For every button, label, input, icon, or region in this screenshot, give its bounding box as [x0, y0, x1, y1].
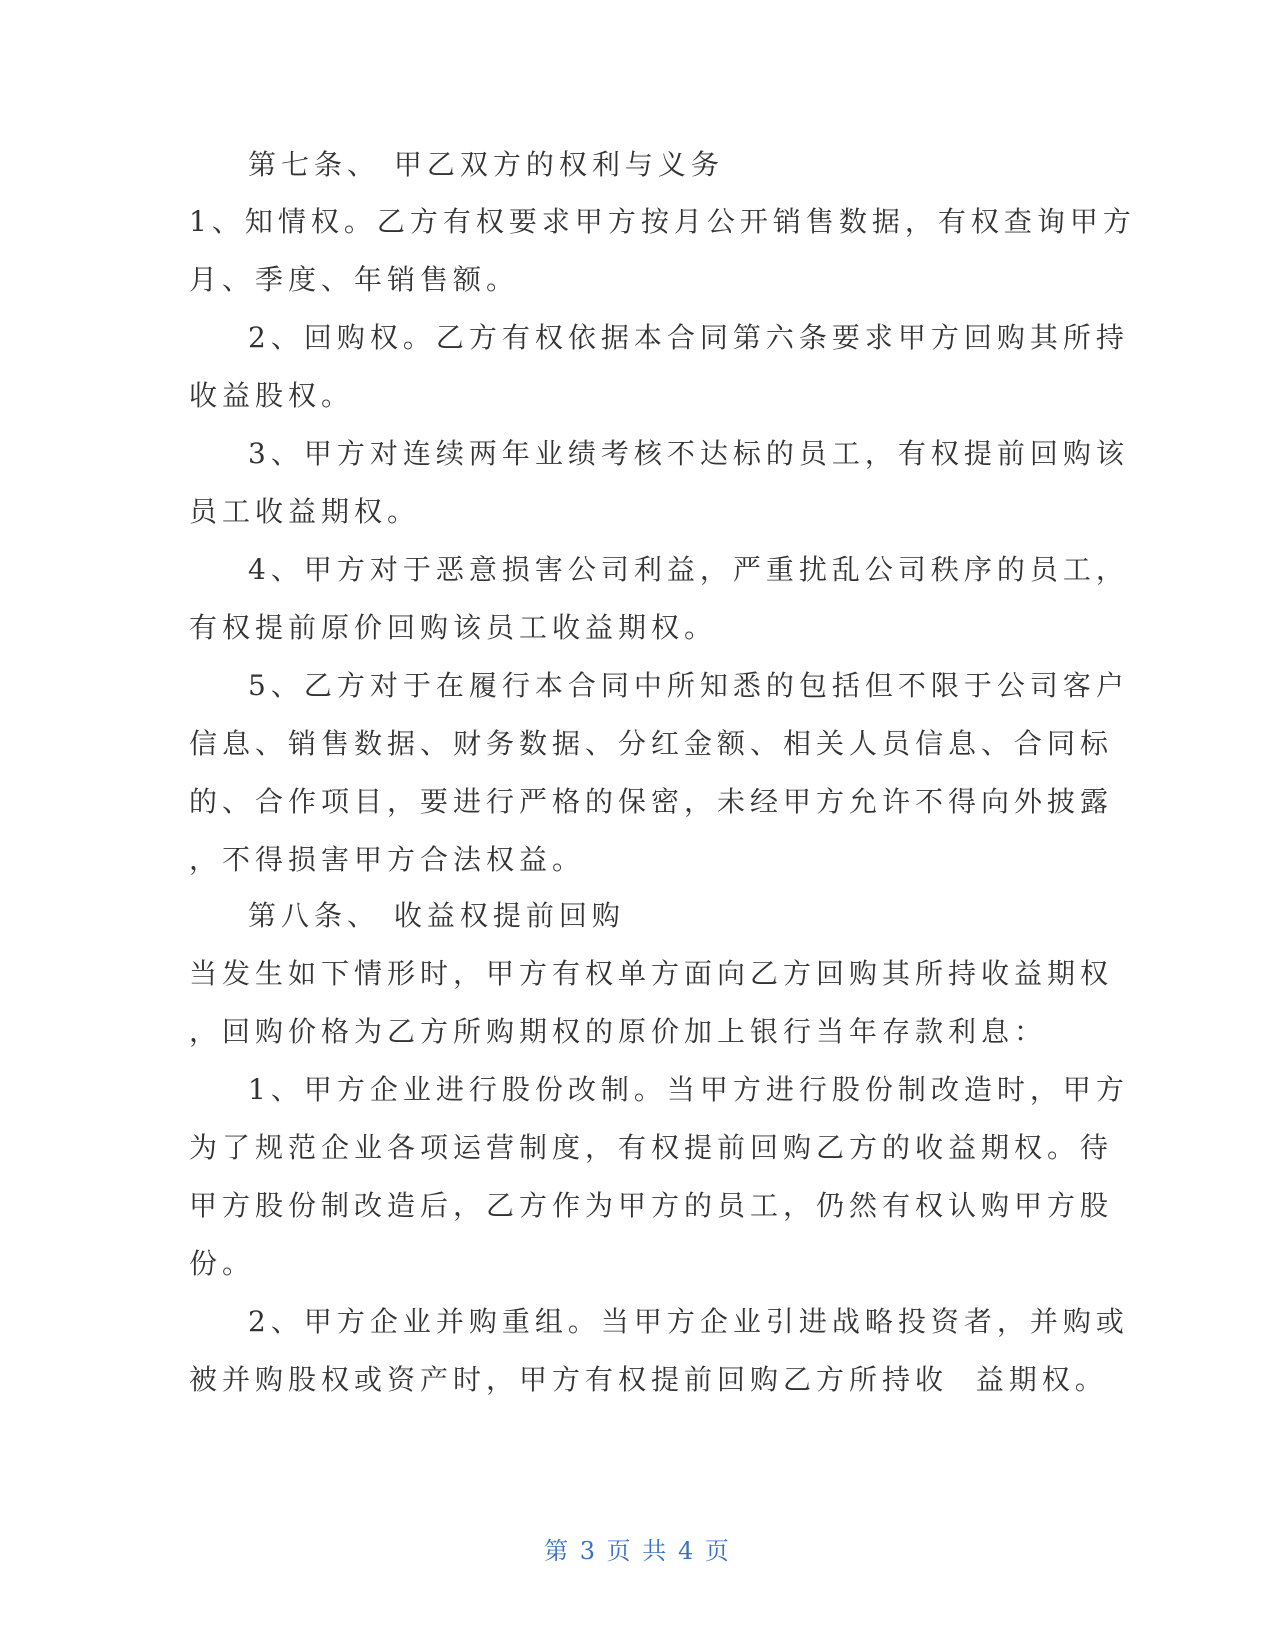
article-7-heading: 第七条、 甲乙双方的权利与义务 [248, 148, 724, 181]
paragraph-line: 1、知情权。乙方有权要求甲方按月公开销售数据，有权查询甲方 [189, 205, 1136, 238]
paragraph-line: 2、甲方企业并购重组。当甲方企业引进战略投资者，并购或 [248, 1305, 1129, 1338]
paragraph-line: 份。 [189, 1247, 256, 1280]
paragraph-line: ，回购价格为乙方所购期权的原价加上银行当年存款利息： [189, 1015, 1048, 1048]
paragraph-line: 被并购股权或资产时，甲方有权提前回购乙方所持收 益期权。 [189, 1363, 1108, 1396]
paragraph-line: 信息、销售数据、财务数据、分红金额、相关人员信息、合同标 [189, 727, 1114, 760]
paragraph-line: 2、回购权。乙方有权依据本合同第六条要求甲方回购其所持 [248, 321, 1129, 354]
paragraph-line: 月、季度、年销售额。 [189, 263, 520, 296]
paragraph-line: 4、甲方对于恶意损害公司利益，严重扰乱公司秩序的员工， [248, 553, 1129, 586]
page-number-footer: 第 3 页 共 4 页 [544, 1537, 731, 1565]
paragraph-line: 当发生如下情形时，甲方有权单方面向乙方回购其所持收益期权 [189, 957, 1114, 990]
paragraph-line: ，不得损害甲方合法权益。 [189, 843, 586, 876]
paragraph-line: 的、合作项目，要进行严格的保密，未经甲方允许不得向外披露 [189, 785, 1114, 818]
paragraph-line: 3、甲方对连续两年业绩考核不达标的员工，有权提前回购该 [248, 437, 1129, 470]
paragraph-line: 甲方股份制改造后，乙方作为甲方的员工，仍然有权认购甲方股 [189, 1189, 1114, 1222]
paragraph-line: 员工收益期权。 [189, 495, 421, 528]
paragraph-line: 为了规范企业各项运营制度，有权提前回购乙方的收益期权。待 [189, 1131, 1114, 1164]
paragraph-line: 有权提前原价回购该员工收益期权。 [189, 611, 718, 644]
paragraph-line: 收益股权。 [189, 379, 355, 412]
paragraph-line: 5、乙方对于在履行本合同中所知悉的包括但不限于公司客户 [248, 669, 1129, 702]
article-8-heading: 第八条、 收益权提前回购 [248, 899, 625, 932]
paragraph-line: 1、甲方企业进行股份改制。当甲方进行股份制改造时，甲方 [248, 1073, 1129, 1106]
